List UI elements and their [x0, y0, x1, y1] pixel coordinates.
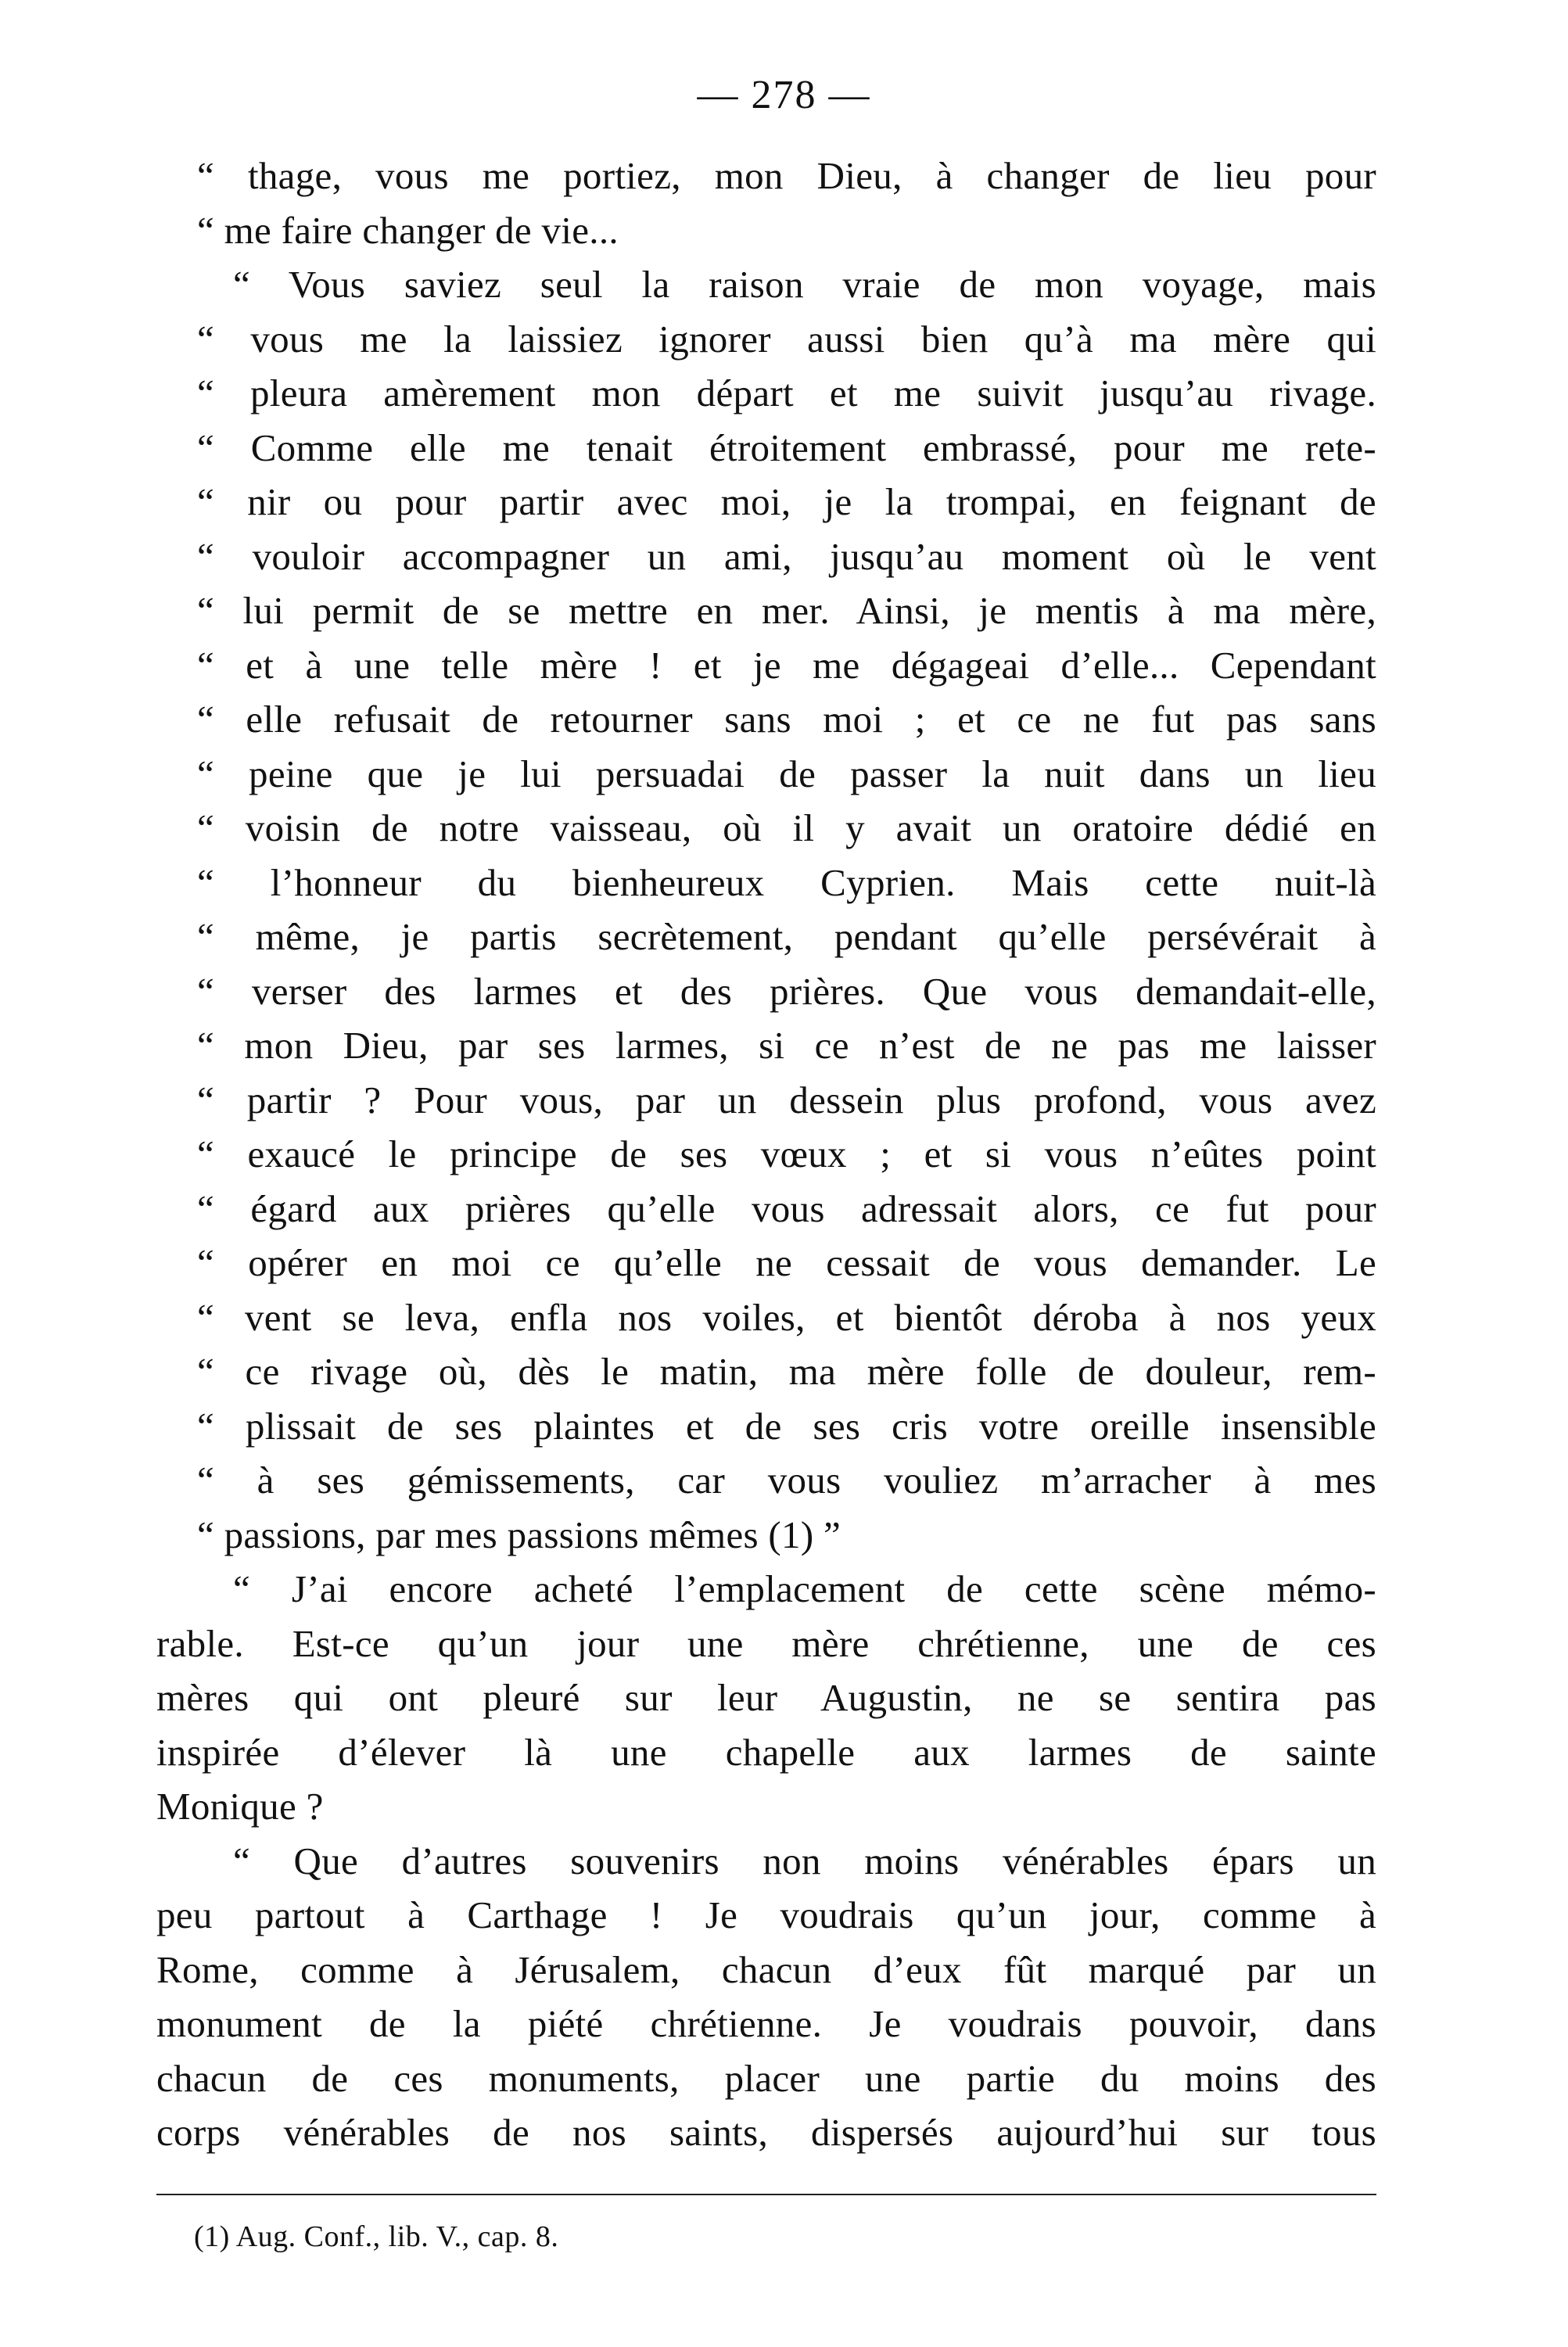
text-line: “ peine que je lui persuadai de passer la nuit dans un lieu	[197, 752, 1376, 795]
text-line: “ plissait de ses plaintes et de ses cris votre oreille insensible	[197, 1404, 1376, 1448]
text-line: corps vénérables de nos saints, dispersés aujourd’hui sur tous	[156, 2111, 1376, 2154]
text-line: “ Que d’autres souvenirs non moins vénérables épars un	[233, 1839, 1376, 1882]
text-line: “ vent se leva, enfla nos voiles, et bientôt déroba à nos yeux	[197, 1295, 1376, 1339]
text-line: “ partir ? Pour vous, par un dessein plus profond, vous avez	[197, 1078, 1376, 1121]
text-line: “ opérer en moi ce qu’elle ne cessait de vous demander. Le	[197, 1241, 1376, 1284]
text-line: “ égard aux prières qu’elle vous adressait alors, ce fut pour	[197, 1186, 1376, 1230]
text-line: “ voisin de notre vaisseau, où il y avait un oratoire dédié en	[197, 806, 1376, 849]
body-text	[156, 149, 1376, 2160]
text-line: “ me faire changer de vie...	[197, 208, 619, 252]
text-line: peu partout à Carthage ! Je voudrais qu’un jour, comme à	[156, 1893, 1376, 1936]
text-line: “ elle refusait de retourner sans moi ; et ce ne fut pas sans	[197, 698, 1376, 741]
text-line: “ vous me la laissiez ignorer aussi bien qu’à ma mère qui	[197, 317, 1376, 361]
text-line: inspirée d’élever là une chapelle aux larmes de sainte	[156, 1730, 1376, 1774]
text-line: “ thage, vous me portiez, mon Dieu, à changer de lieu pour	[197, 154, 1376, 197]
text-line: Monique ?	[156, 1785, 324, 1828]
text-line: Rome, comme à Jérusalem, chacun d’eux fût marqué par un	[156, 1947, 1376, 1991]
text-line: chacun de ces monuments, placer une partie du moins des	[156, 2056, 1376, 2100]
text-line: “ ce rivage où, dès le matin, ma mère folle de douleur, rem-	[197, 1350, 1376, 1393]
text-line: rable. Est-ce qu’un jour une mère chrétienne, une de ces	[156, 1621, 1376, 1665]
text-line: “ pleura amèrement mon départ et me suivit jusqu’au rivage.	[197, 371, 1376, 414]
text-line: “ J’ai encore acheté l’emplacement de cette scène mémo-	[233, 1567, 1376, 1610]
text-line: “ l’honneur du bienheureux Cyprien. Mais cette nuit-là	[197, 860, 1376, 904]
text-line: “ vouloir accompagner un ami, jusqu’au moment où le vent	[197, 534, 1376, 578]
text-line: “ nir ou pour partir avec moi, je la trompai, en feignant de	[197, 480, 1376, 523]
text-line: monument de la piété chrétienne. Je voudrais pouvoir, dans	[156, 2002, 1376, 2045]
text-line: “ exaucé le principe de ses vœux ; et si vous n’eûtes point	[197, 1132, 1376, 1175]
text-line: “ Comme elle me tenait étroitement embrassé, pour me rete-	[197, 425, 1376, 469]
text-line: “ et à une telle mère ! et je me dégageai d’elle... Cependant	[197, 643, 1376, 687]
page-number: — 278 —	[697, 73, 871, 117]
footnote: (1) Aug. Conf., lib. V., cap. 8.	[194, 2220, 559, 2253]
text-line: “ lui permit de se mettre en mer. Ainsi, je mentis à ma mère,	[197, 589, 1376, 632]
text-line: “ à ses gémissements, car vous vouliez m’arracher à mes	[197, 1459, 1376, 1502]
footnote-rule	[156, 2194, 1376, 2195]
text-line: “ mon Dieu, par ses larmes, si ce n’est de ne pas me laisser	[197, 1024, 1376, 1067]
text-line: “ verser des larmes et des prières. Que vous demandait-elle,	[197, 969, 1376, 1013]
text-line: “ Vous saviez seul la raison vraie de mon voyage, mais	[233, 263, 1376, 306]
text-line: “ passions, par mes passions mêmes (1) ”	[197, 1513, 841, 1556]
text-line: mères qui ont pleuré sur leur Augustin, ne se sentira pas	[156, 1676, 1376, 1719]
text-line: “ même, je partis secrètement, pendant qu’elle persévérait à	[197, 915, 1376, 958]
